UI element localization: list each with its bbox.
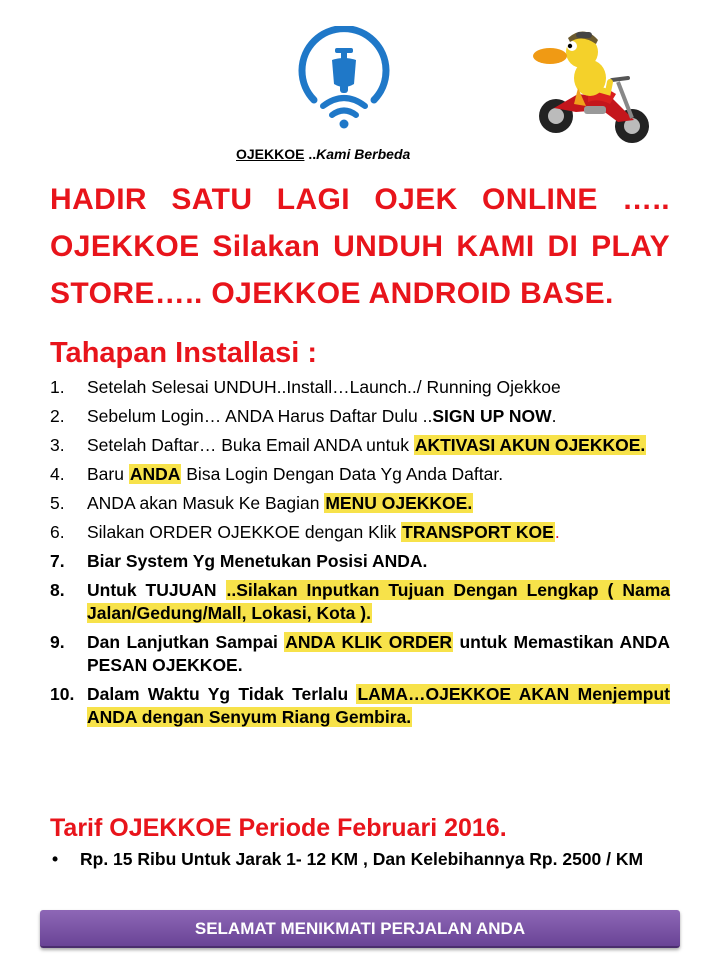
step-number: 3. — [50, 435, 65, 455]
step-highlight: LAMA…OJEKKOE AKAN Menjemput ANDA dengan Senyum Riang Gembira. — [87, 684, 670, 727]
headline: HADIR SATU LAGI OJEK ONLINE ….. OJEKKOE Silakan UNDUH KAMI DI PLAY STORE….. OJEKKOE ANDROID BASE. — [50, 183, 670, 310]
step-text: Dalam Waktu Yg Tidak Terlalu — [87, 684, 357, 704]
step-highlight: ANDA KLIK ORDER — [285, 632, 453, 652]
step-item — [50, 434, 670, 457]
step-item — [50, 521, 670, 544]
step-text-end: Bisa Login Dengan Data Yg Anda Daftar. — [181, 464, 504, 484]
duck-motorcycle-mascot-icon — [532, 22, 658, 150]
step-number: 1. — [50, 377, 65, 397]
step-number: 5. — [50, 493, 65, 513]
step-highlight: ..Silakan Inputkan Tujuan Dengan Lengkap ( Nama Jalan/Gedung/Mall, Lokasi, Kota ). — [87, 580, 670, 623]
step-item — [50, 376, 670, 399]
step-text-end: untuk Memastikan ANDA PESAN OJEKKOE. — [87, 632, 670, 675]
step-number: 9. — [50, 632, 65, 652]
step-text: Untuk TUJUAN — [87, 580, 226, 600]
scooter-wifi-logo-icon — [296, 26, 392, 130]
step-number: 7. — [50, 551, 65, 571]
tariff-text: Rp. 15 Ribu Untuk Jarak 1- 12 KM , Dan Kelebihannya Rp. 2500 / KM — [80, 849, 644, 869]
step-text: Sebelum Login… ANDA Harus Daftar Dulu .. — [87, 406, 433, 426]
step-text-end: . — [554, 522, 560, 542]
step-highlight: TRANSPORT KOE — [402, 522, 554, 542]
tariff-item — [50, 847, 670, 871]
tagline — [236, 146, 410, 162]
step-text: Setelah Selesai UNDUH..Install…Launch../ Running Ojekkoe — [87, 377, 561, 397]
step-bold: SIGN UP NOW — [432, 406, 552, 426]
step-text: Dan Lanjutkan Sampai — [87, 632, 285, 652]
step-item — [50, 492, 670, 515]
step-text: Biar System Yg Menetukan Posisi ANDA. — [87, 551, 428, 571]
step-number: 2. — [50, 406, 65, 426]
step-item — [50, 631, 670, 677]
step-number: 4. — [50, 464, 65, 484]
step-highlight: AKTIVASI AKUN OJEKKOE. — [414, 435, 646, 455]
step-text: Setelah Daftar… Buka Email ANDA untuk — [87, 435, 414, 455]
step-number: 8. — [50, 580, 65, 600]
step-text: Baru — [87, 464, 129, 484]
step-highlight: MENU OJEKKOE. — [325, 493, 473, 513]
step-text: ANDA akan Masuk Ke Bagian — [87, 493, 325, 513]
steps-list — [50, 376, 670, 735]
tariff-title: Tarif OJEKKOE Periode Februari 2016. — [50, 814, 507, 842]
step-highlight: ANDA — [129, 464, 181, 484]
step-number: 6. — [50, 522, 65, 542]
step-item — [50, 463, 670, 486]
tagline-slogan: Kami Berbeda — [316, 146, 411, 162]
step-item — [50, 683, 670, 729]
step-item — [50, 579, 670, 625]
steps-title: Tahapan Installasi : — [50, 337, 317, 369]
step-item — [50, 405, 670, 428]
bullet-icon: • — [52, 849, 59, 869]
step-text: Silakan ORDER OJEKKOE dengan Klik — [87, 522, 402, 542]
tagline-dots: .. — [304, 146, 317, 162]
step-item — [50, 550, 670, 573]
footer-banner: SELAMAT MENIKMATI PERJALAN ANDA — [40, 910, 680, 948]
tagline-brand: OJEKKOE — [236, 146, 305, 162]
step-text-end: . — [551, 406, 557, 426]
step-number: 10. — [50, 684, 75, 704]
